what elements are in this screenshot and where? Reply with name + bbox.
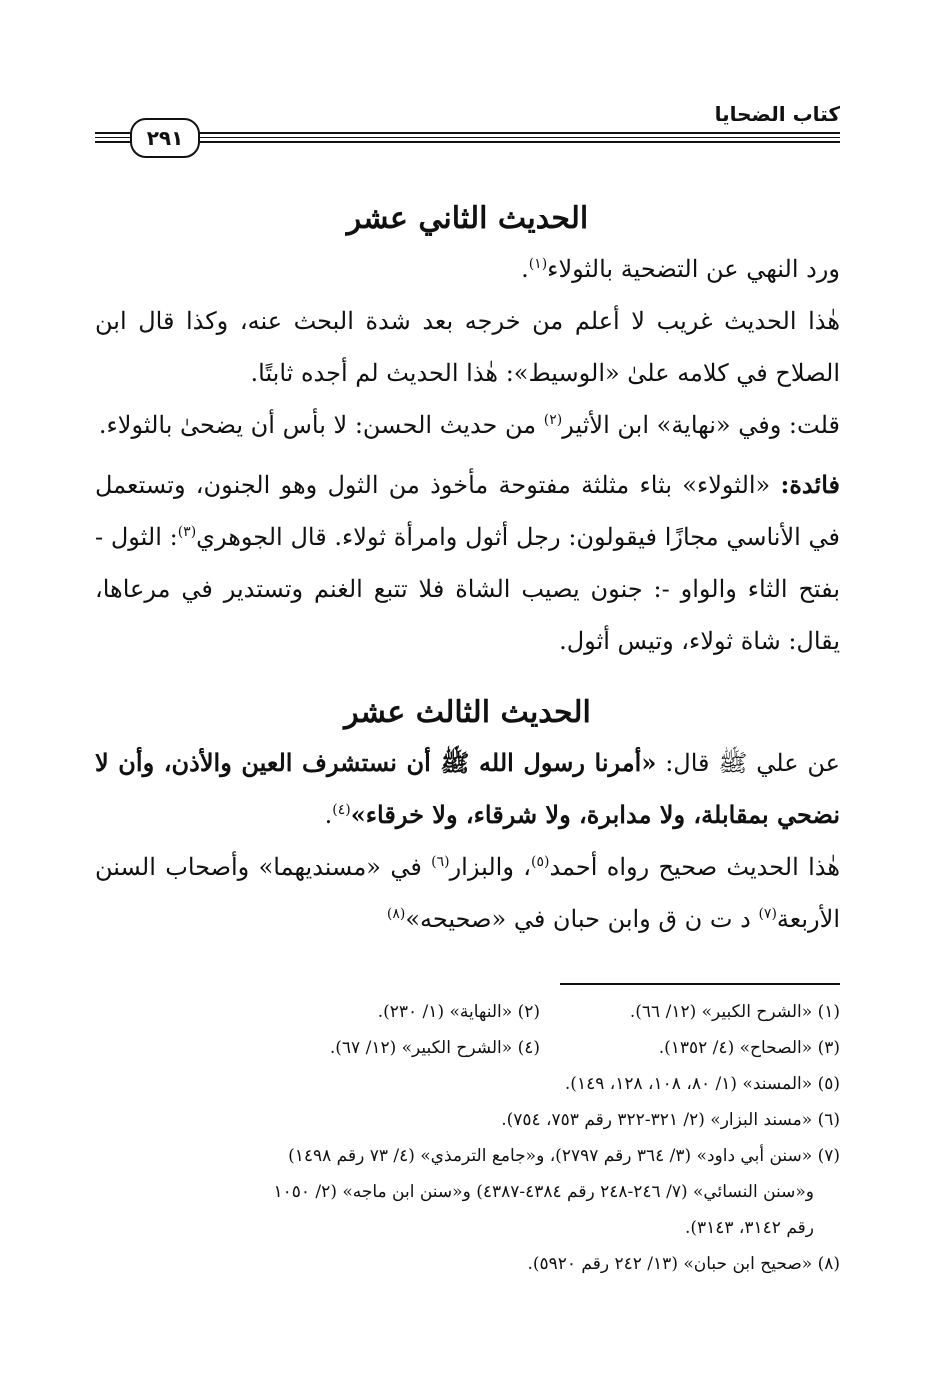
section-heading-12: الحديث الثاني عشر: [346, 201, 589, 236]
section-heading-13: الحديث الثالث عشر: [344, 695, 591, 730]
spacer: [95, 667, 840, 689]
text-run: «الثولاء» بثاء مثلثة مفتوحة مأخوذ من الثول وهو الجنون، وتستعمل في الأناسي مجازًا فيقولون: رجل أثول وامرأة ثولاء. قال الجوهري: [95, 471, 841, 551]
note-label: فائدة:: [780, 470, 840, 499]
paragraph: [95, 459, 840, 667]
text-run: ورد النهي عن التضحية بالثولاء: [547, 255, 840, 283]
footnote-3: (٣) «الصحاح» (٤/ ١٣٥٢).: [658, 1038, 840, 1058]
text-run: قلت: وفي «نهاية» ابن الأثير: [562, 411, 840, 439]
footnote-7-cont: رقم ٣١٤٢، ٣١٤٣).: [684, 1218, 814, 1238]
text-run: من حديث الحسن: لا بأس أن يضحىٰ بالثولاء.: [98, 411, 544, 439]
footnote-separator: [560, 983, 840, 985]
footnote-ref: (٤): [332, 802, 351, 818]
header-rule: [95, 132, 840, 134]
text-run: ، والبزار: [449, 853, 531, 881]
footnote-1: (١) «الشرح الكبير» (١٢/ ٦٦).: [629, 1002, 840, 1022]
footnote-ref: (٣): [177, 524, 197, 540]
footnote-7: (٧) «سنن أبي داود» (٣/ ٣٦٤ رقم ٢٧٩٧)، و«جامع الترمذي» (٤/ ٧٣ رقم ١٤٩٨): [288, 1146, 840, 1166]
paragraph: [95, 737, 840, 841]
footnote-row: [95, 994, 840, 1030]
text-run: .: [324, 801, 333, 829]
paragraph: [95, 841, 840, 945]
spacer: [95, 451, 840, 459]
paragraph: [95, 243, 840, 295]
header-rule: [95, 141, 840, 143]
paragraph: [95, 399, 840, 451]
text-run: .: [521, 255, 529, 283]
footnote-ref: (٥): [530, 854, 550, 870]
footnote-7-cont: و«سنن النسائي» (٧/ ٢٤٦-٢٤٨ رقم ٤٣٨٤-٤٣٨٧) و«سنن ابن ماجه» (٢/ ١٠٥٠: [273, 1182, 814, 1202]
page-number: ٢٩١: [130, 118, 200, 158]
footnotes: [95, 994, 840, 1282]
footnote-2: (٢) «النهاية» (١/ ٢٣٠).: [377, 1002, 540, 1022]
footnote-ref: (٧): [758, 906, 777, 922]
footnote-5: (٥) «المسند» (١/ ٨٠، ١٠٨، ١٢٨، ١٤٩).: [564, 1074, 840, 1094]
text-run: د ت ن ق وابن حبان في «صحيحه»: [405, 905, 759, 933]
book-title: كتاب الضحايا: [705, 100, 840, 128]
page-header: [95, 100, 840, 150]
text-run: هٰذا الحديث صحيح رواه أحمد: [549, 853, 840, 881]
text-run: عن علي ﷺ قال:: [656, 749, 840, 777]
hadith-quote: «أمرنا رسول الله ﷺ أن نستشرف العين والأذن، وأن لا نضحي بمقابلة، ولا مدابرة، ولا شرقاء، ولا خرقاء»: [95, 748, 840, 829]
header-rule: [95, 137, 840, 138]
text-run: : الثول - بفتح الثاء والواو -: جنون يصيب الشاة فلا تتبع الغنم وتستدير في مرعاها، يقال: شاة ثولاء، وتيس أثول.: [95, 523, 840, 655]
text-run: في «مسنديهما» وأصحاب السنن الأربعة: [95, 853, 840, 933]
footnote-ref: (٦): [431, 854, 450, 870]
footnote-4: (٤) «الشرح الكبير» (١٢/ ٦٧).: [329, 1038, 540, 1058]
main-text: [95, 195, 840, 945]
footnote-ref: (١): [528, 256, 548, 272]
footnote-8: (٨) «صحيح ابن حبان» (١٣/ ٢٤٢ رقم ٥٩٢٠).: [527, 1254, 840, 1274]
paragraph: هٰذا الحديث غريب لا أعلم من خرجه بعد شدة البحث عنه، وكذا قال ابن الصلاح في كلامه علىٰ «الوسيط»: هٰذا الحديث لم أجده ثابتًا.: [95, 307, 840, 387]
footnote-6: (٦) «مسند البزار» (٢/ ٣٢١-٣٢٢ رقم ٧٥٣، ٧٥٤).: [501, 1110, 840, 1130]
footnote-ref: (٢): [543, 412, 563, 428]
footnote-row: [95, 1030, 840, 1066]
footnote-ref: (٨): [386, 906, 406, 922]
